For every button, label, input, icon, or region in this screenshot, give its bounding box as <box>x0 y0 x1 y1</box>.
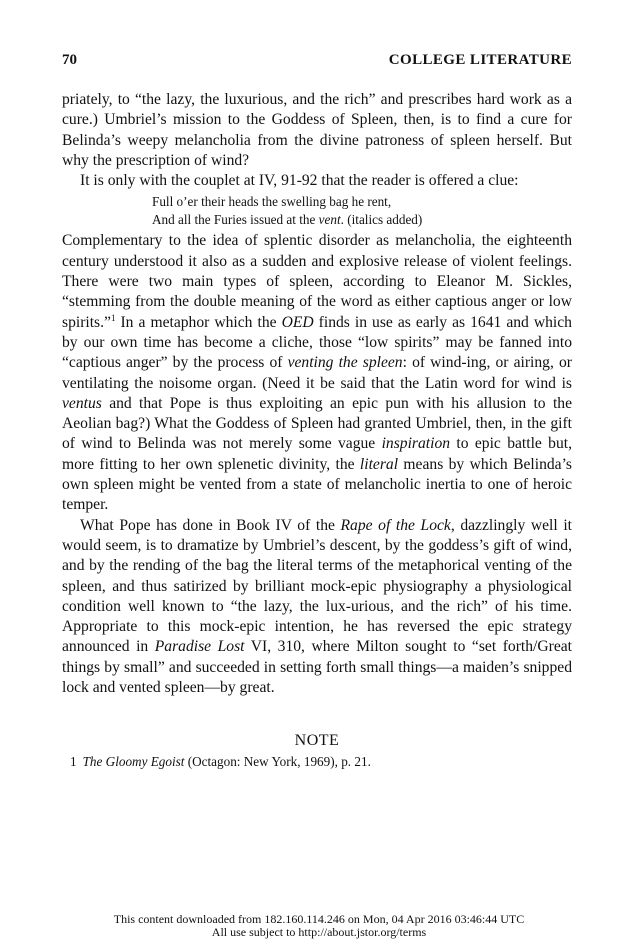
paragraph-2: It is only with the couplet at IV, 91-92 that the reader is offered a clue: <box>80 172 519 190</box>
running-header <box>62 52 572 72</box>
footnote-title: The Gloomy Egoist <box>82 754 185 770</box>
paragraph-4: What Pope has done in Book IV of the Rape of the Lock, dazzlingly well it would seem, is to dramatize by Umbriel’s descent, by the goddess’s gift of wind, and by the rending of the bag the literal terms of the metaphorical venting of the spleen, and thus satirized by brilliant mock-epic physiography a physiological condition well known to “the lazy, the lux-urious, and the rich” of his time. Appropriate to this mock-epic intention, he has reversed the epic strategy announced in Paradise Lost VI, 310, where Milton sought to “set forth/Great things by small” and succeeded in setting forth small things—a maiden’s snipped lock and vented spleen—by great. <box>62 516 572 697</box>
page-number: 70 <box>62 52 77 68</box>
verse-line-1: Full o’er their heads the swelling bag he rent, <box>152 194 392 210</box>
footnote-citation: (Octagon: New York, 1969), p. 21. <box>184 754 371 770</box>
journal-title: COLLEGE LITERATURE <box>388 52 572 68</box>
note-heading: NOTE <box>294 732 340 750</box>
footnote-number: 1 <box>70 754 77 770</box>
paragraph-1: priately, to “the lazy, the luxurious, and the rich” and prescribes hard work as a cure.) Umbriel’s mission to the Goddess of Spleen, then, is to find a cure for Belinda’s weepy melancholia from the divine patroness of spleen herself. But why the prescription of wind? <box>62 91 572 169</box>
verse-quotation <box>152 193 572 229</box>
download-notice <box>0 913 638 939</box>
article-page <box>62 52 572 770</box>
verse-line-2: And all the Furies issued at the vent. (italics added) <box>152 212 423 228</box>
download-notice-line-1: This content downloaded from 182.160.114.246 on Mon, 04 Apr 2016 03:46:44 UTC <box>113 912 525 926</box>
footnote-1 <box>62 754 572 770</box>
paragraph-3: Complementary to the idea of splentic disorder as melancholia, the eighteenth century understood it also as a sudden and explosive release of violent feelings. There were two main types of spleen, according to Eleanor M. Sickles, “stemming from the double meaning of the word as either captious anger or low spirits.”$^1$ In a metaphor which the OED finds in use as early as 1641 and which by our own time has become a cliche, those “low spirits” may be fanned into “captious anger” by the process of venting the spleen: of wind-ing, or airing, or ventilating the noisome organ. (Need it be said that the Latin word for wind is ventus and that Pope is thus exploiting an epic pun with his allusion to the Aeolian bag?) What the Goddess of Spleen had granted Umbriel, then, in the gift of wind to Belinda was not merely some vague inspiration to epic battle but, more fitting to her own splenetic divinity, the literal means by which Belinda’s own spleen might be vented from a state of melancholic inertia to one of heroic temper. <box>62 232 573 514</box>
download-notice-line-2: All use subject to http://about.jstor.org/terms <box>211 925 427 939</box>
